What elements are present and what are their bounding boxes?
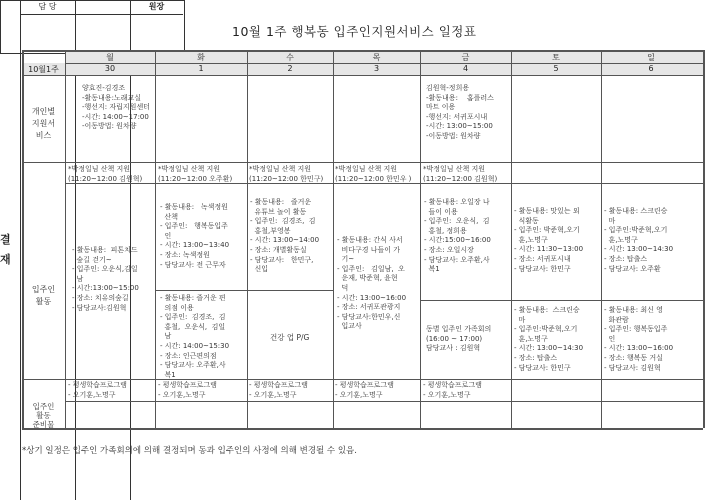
individual-fri: 김원혁-정희용 -활동내용: 홈플러스 마트 이용 -행선지: 서귀포시내 -시간: 13:00~15:00 -이동방법: 원차량 (426, 84, 494, 140)
header-date-sun: 6 (648, 64, 654, 73)
header-day-thu: 목 (372, 53, 381, 62)
activity-tue-1: - 활동내용: 녹색정원 산책 - 입주인: 행복동입주 인 - 시간: 13:00~13:40 - 장소: 녹색정원 - 담당교사: 전 근무자 (160, 203, 230, 269)
approval-cell-middle-label (75, 0, 130, 15)
header-day-wed: 수 (286, 53, 294, 62)
header-day-sun: 일 (647, 53, 655, 62)
grid-split-sun (601, 300, 703, 301)
footnote: *상기 일정은 입주인 가족회의에 의해 결정되며 동과 입주인의 사정에 의해 변경될 수 있음. (22, 446, 357, 456)
individual-mon: 양효진-김경조 -활동내용:노래교실 -행선지: 자립지원센터 -시간: 14:00~17:00 -이동방법: 원차량 (82, 84, 150, 131)
grid-v-5 (420, 50, 421, 428)
grid-split-fri (420, 300, 511, 301)
activity-sun-2: - 활동내용: 최신 영 화관람 - 입주인: 행복동입주 인 - 시간: 13:00~16:00 - 장소: 행복동 거실 - 담당교사: 김원혁 (604, 306, 674, 372)
walk-thu: *박정일님 산책 지원 (11:20~12:00 한민우 ) (335, 165, 412, 183)
header-date-fri: 4 (462, 64, 469, 73)
header-date-sat: 5 (553, 64, 559, 73)
header-week-label: 10월1주 (28, 65, 59, 74)
approval-label (0, 0, 21, 500)
activity-fri-2: 동별 입주인 가족회의 (16:00 ~ 17:00) 담당교사 : 김원혁 (426, 325, 492, 353)
grid-v-2 (155, 50, 156, 428)
row-label-individual: 개인별 지원서 비스 (31, 107, 56, 140)
grid-v-4 (333, 50, 334, 428)
grid-v-7 (601, 50, 602, 428)
header-date-wed: 2 (287, 64, 293, 73)
row-label-resident: 입주인 활동 (31, 285, 56, 306)
row-label-prep: 입주인 활동 준비물 (32, 402, 55, 429)
page-title: 10월 1주 행복동 입주인지원서비스 일정표 (232, 24, 477, 39)
activity-mon: - 활동내용: 피톤치드 숲길 걷기~ - 입주인: 오운식,김일 남 - 시간:13:00~15:00 - 장소: 치유의숲길 - 담당교사:김원혁 (72, 246, 139, 312)
program-thu: - 평생학습프로그램 - 오기훈,노명구 (335, 381, 394, 399)
grid-split-wed (247, 290, 333, 291)
activity-thu: - 활동내용: 간식 사서 비다구경 나들이 가 기~ - 입주인: 김일남, 오 운재, 박준혁, 윤현 덕 - 시간: 13:00~16:00 - 장소: 서귀포관광지 - 담당교사:한민우,신 입교사 (337, 236, 407, 331)
header-date-tue: 1 (198, 64, 204, 73)
program-tue: - 평생학습프로그램 - 오기훈,노명구 (158, 381, 217, 399)
activity-sat-2: - 활동내용: 스크린승 마 - 입주인:박준혁,오기 훈,노명구 - 시간: 13:00~14:30 - 장소: 탑출스 - 담당교사: 한민구 (514, 306, 584, 372)
approval-label-text: 결재 (0, 233, 11, 266)
activity-wed-2: 건강 업 P/G (270, 333, 310, 342)
header-date-thu: 3 (373, 64, 380, 73)
grid-v-3 (247, 50, 248, 428)
walk-tue: *박정일님 산책 지원 (11:20~12:00 오주환) (158, 165, 233, 183)
program-mon: - 평생학습프로그램 - 오기훈,노명구 (68, 381, 127, 399)
header-day-mon: 월 (106, 53, 114, 62)
walk-wed: *박정일님 산책 지원 (11:20~12:00 한민구) (249, 165, 324, 183)
activity-sun-1: - 활동내용: 스크린승 마 - 입주인:박준혁,오기 훈,노명구 - 시간: 13:00~14:30 - 장소: 탑출스 - 담당교사: 오주환 (604, 207, 674, 273)
grid-split-sat (511, 300, 601, 301)
grid-border-right (703, 50, 705, 428)
approval-cell-staff-label: 담 당 (20, 0, 75, 15)
header-day-tue: 화 (197, 53, 205, 62)
walk-mon: *박정일님 산책 지원 (11:20~12:00 김원혁) (68, 165, 143, 183)
activity-fri-1: - 활동내용: 오일장 나 들이 이용 - 입주인: 오운식, 김 홍철, 정희용 - 시간:15:00~16:00 - 장소: 오일시장 - 담당교사: 오주환,사 복1 (424, 198, 491, 274)
program-wed: - 평생학습프로그램 - 오기훈,노명구 (249, 381, 308, 399)
grid-h-program (65, 401, 703, 402)
approval-cell-director-label: 원장 (130, 0, 183, 15)
header-day-fri: 금 (461, 53, 470, 62)
grid-split-tue (155, 290, 247, 291)
program-fri: - 평생학습프로그램 - 오기훈,노명구 (423, 381, 482, 399)
activity-tue-2: - 활동내용: 즐거운 편 의점 이용 - 입주인: 김경조, 김 홍철, 오운식, 김일 남 - 시간: 14:00~15:30 - 장소: 인근편의점 - 담당교사: 오주환,사 복1 (160, 294, 230, 379)
walk-fri: *박정일님 산책 지원 (11:20~12:00 김원혁) (423, 165, 498, 183)
activity-wed-1: - 활동내용: 즐거운 유튜브 놀이 활동 - 입주인: 김경조, 김 홍철,부영봉 - 시간: 13:00~14:00 - 장소: 개별활동실 - 담당교사: 한민구, 신입 (250, 198, 320, 274)
grid-border-bottom (22, 428, 703, 430)
grid-v-6 (511, 50, 512, 428)
header-date-mon: 30 (104, 64, 116, 73)
activity-sat-1: - 활동내용: 맛있는 외 식활동 - 입주인: 박준혁,오기 훈,노명구 - 시간: 11:30~13:00 - 장소: 서귀포시내 - 담당교사: 한민구 (514, 207, 584, 273)
header-day-sat: 토 (552, 53, 560, 62)
grid-v-1 (65, 50, 66, 428)
